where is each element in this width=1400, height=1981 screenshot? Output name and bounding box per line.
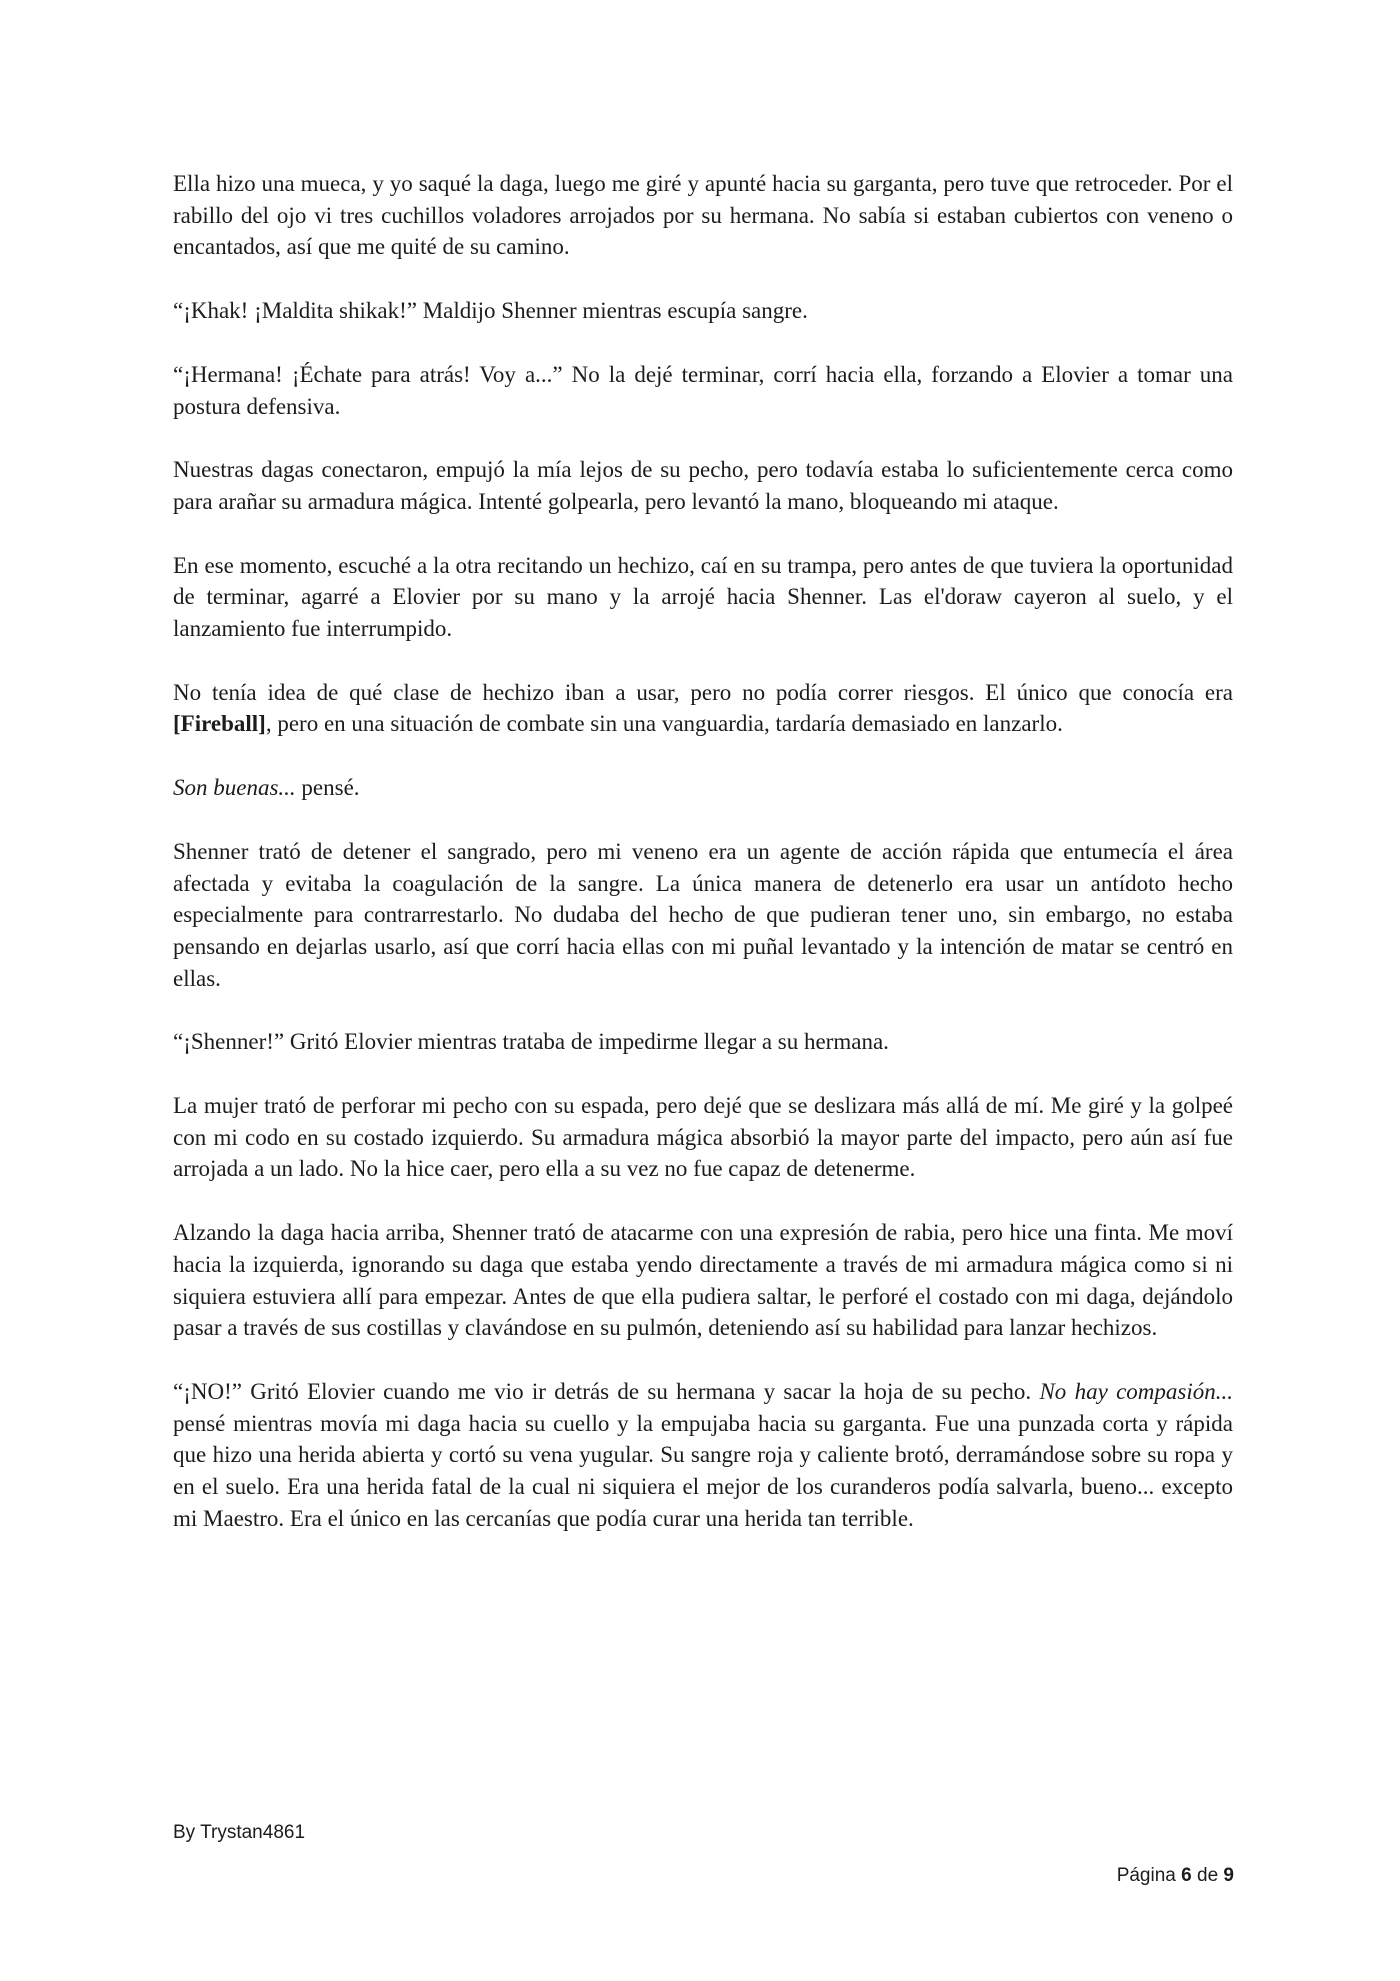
footer-author: By Trystan4861 xyxy=(173,1822,306,1843)
paragraph-3-text: “¡Hermana! ¡Échate para atrás! Voy a...” No la dejé terminar, corrí hacia ella, forzando a Elovier a tomar una postura defensiva. xyxy=(173,361,1233,419)
paragraph-5 xyxy=(173,550,1233,645)
paragraph-7 xyxy=(173,772,1233,804)
paragraph-10-text: La mujer trató de perforar mi pecho con su espada, pero dejé que se deslizara más allá de mí. Me giré y la golpeé con mi codo en su costado izquierdo. Su armadura mágica absorbió la mayor parte del impacto, pero aún así fue arrojada a un lado. No la hice caer, pero ella a su vez no fue capaz de detenerme. xyxy=(173,1093,1233,1182)
paragraph-7-text-after: pensé. xyxy=(295,775,360,801)
paragraph-10 xyxy=(173,1090,1233,1185)
paragraph-4 xyxy=(173,454,1233,517)
spell-name-fireball: [Fireball] xyxy=(173,711,266,737)
page-of: de xyxy=(1197,1865,1219,1886)
body-text xyxy=(173,168,1233,1567)
paragraph-9-text: “¡Shenner!” Gritó Elovier mientras trataba de impedirme llegar a su hermana. xyxy=(173,1029,889,1055)
paragraph-7-thought: Son buenas... xyxy=(173,775,296,801)
paragraph-3 xyxy=(173,359,1233,422)
paragraph-6-text-after: , pero en una situación de combate sin una vanguardia, tardaría demasiado en lanzarlo. xyxy=(265,711,1063,737)
paragraph-11-text: Alzando la daga hacia arriba, Shenner trató de atacarme con una expresión de rabia, pero hice una finta. Me moví hacia la izquierda, ignorando su daga que estaba yendo directamente a través de mi armadura mágica como si ni siquiera estuviera allí para empezar. Antes de que ella pudiera saltar, le perforé el costado con mi daga, dejándolo pasar a través de sus costillas y clavándose en su pulmón, deteniendo así su habilidad para lanzar hechizos. xyxy=(173,1220,1233,1341)
paragraph-12-thought: No hay compasión... xyxy=(1039,1378,1233,1404)
page-current: 6 xyxy=(1181,1865,1192,1886)
paragraph-11 xyxy=(173,1217,1233,1344)
paragraph-5-text: En ese momento, escuché a la otra recitando un hechizo, caí en su trampa, pero antes de que tuviera la oportunidad de terminar, agarré a Elovier por su mano y la arrojé hacia Shenner. Las el'doraw cayeron al suelo, y el lanzamiento fue interrumpido. xyxy=(173,552,1233,642)
paragraph-12 xyxy=(173,1376,1233,1535)
paragraph-2 xyxy=(173,295,1233,327)
paragraph-2-text: “¡Khak! ¡Maldita shikak!” Maldijo Shenner mientras escupía sangre. xyxy=(173,298,808,324)
paragraph-1-text: Ella hizo una mueca, y yo saqué la daga, luego me giré y apunté hacia su garganta, pero tuve que retroceder. Por el rabillo del ojo vi tres cuchillos voladores arrojados por su hermana. No sabía si estaban cubiertos con veneno o encantados, así que me quité de su camino. xyxy=(173,171,1233,260)
paragraph-12-text-after: pensé mientras movía mi daga hacia su cuello y la empujaba hacia su garganta. Fue una punzada corta y rápida que hizo una herida abierta y cortó su vena yugular. Su sangre roja y caliente brotó, derramándose sobre su ropa y en el suelo. Era una herida fatal de la cual ni siquiera el mejor de los curanderos podía salvarla, bueno... excepto mi Maestro. Era el único en las cercanías que podía curar una herida tan terrible. xyxy=(173,1410,1233,1531)
paragraph-6-text-before: No tenía idea de qué clase de hechizo iban a usar, pero no podía correr riesgos. El único que conocía era xyxy=(173,679,1233,705)
paragraph-4-text: Nuestras dagas conectaron, empujó la mía lejos de su pecho, pero todavía estaba lo suficientemente cerca como para arañar su armadura mágica. Intenté golpearla, pero levantó la mano, bloqueando mi ataque. xyxy=(173,457,1233,514)
paragraph-6 xyxy=(173,677,1233,740)
page-word: Página xyxy=(1116,1865,1176,1886)
paragraph-9 xyxy=(173,1026,1233,1058)
page-total: 9 xyxy=(1223,1865,1234,1886)
footer-page-number xyxy=(1117,1865,1234,1887)
paragraph-12-text-before: “¡NO!” Gritó Elovier cuando me vio ir detrás de su hermana y sacar la hoja de su pecho. xyxy=(173,1378,1040,1404)
paragraph-8-text: Shenner trató de detener el sangrado, pero mi veneno era un agente de acción rápida que entumecía el área afectada y evitaba la coagulación de la sangre. La única manera de detenerlo era usar un antídoto hecho especialmente para contrarrestarlo. No dudaba del hecho de que pudieran tener uno, sin embargo, no estaba pensando en dejarlas usarlo, así que corrí hacia ellas con mi puñal levantado y la intención de matar se centró en ellas. xyxy=(173,838,1233,991)
paragraph-8 xyxy=(173,836,1233,995)
paragraph-1 xyxy=(173,168,1233,263)
